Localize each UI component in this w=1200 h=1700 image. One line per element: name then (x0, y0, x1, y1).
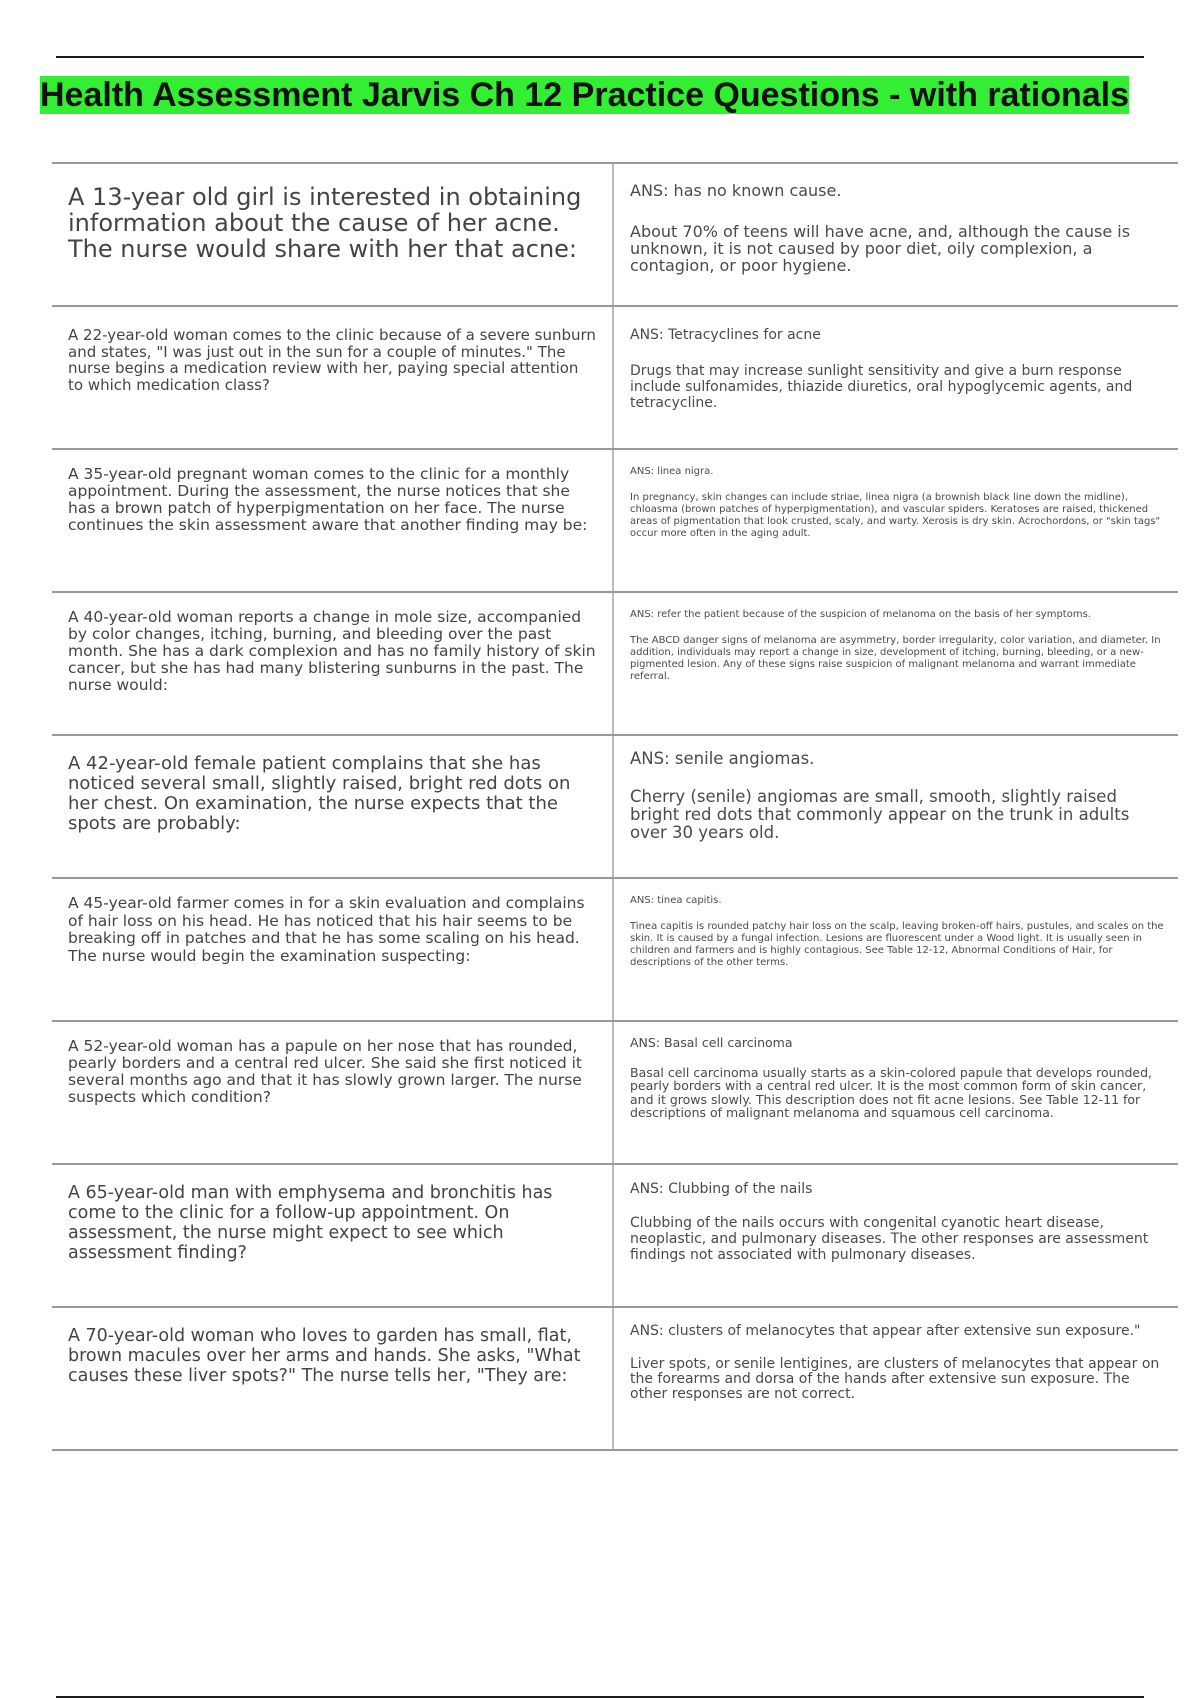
top-rule (56, 56, 1144, 58)
rationale-text: Tinea capitis is rounded patchy hair loss on the scalp, leaving broken-off hairs, pustules, and scales on the skin. It is caused by a fungal infection. Lesions are fluorescent under a Wood light. It is usually seen in children and farmers and is highly contagious. See Table 12-12, Abnormal Conditions of Hair, for descriptions of the other terms. (630, 921, 1164, 968)
page-title (40, 74, 1140, 117)
table-row (52, 593, 1178, 736)
bottom-rule (56, 1696, 1144, 1698)
question-cell: A 70-year-old woman who loves to garden has small, flat, brown macules over her arms and hands. She asks, "What causes these liver spots?" The nurse tells her, "They are: (52, 1308, 614, 1449)
answer-cell (614, 1165, 1178, 1306)
table-row (52, 307, 1178, 450)
rationale-text: Drugs that may increase sunlight sensitivity and give a burn response include sulfonamides, thiazide diuretics, oral hypoglycemic agents, and tetracycline. (630, 363, 1133, 411)
answer-cell (614, 450, 1178, 591)
table-row (52, 1308, 1178, 1451)
rationale-text: Basal cell carcinoma usually starts as a skin-colored papule that develops rounded, pearly borders with a central red ulcer. It is the most common form of skin cancer, and it grows slowly. This description does not fit acne lesions. See Table 12-11 for descriptions of malignant melanoma and squamous cell carcinoma. (630, 1064, 1153, 1120)
rationale-text: The ABCD danger signs of melanoma are asymmetry, border irregularity, color variation, and diameter. In addition, individuals may report a change in size, development of itching, burning, bleeding, or a new-pigmented lesion. Any of these signs raise suspicion of malignant melanoma and warrant immediate referral. (630, 635, 1161, 682)
rationale-text: Liver spots, or senile lentigines, are clusters of melanocytes that appear on the forearms and dorsa of the hands after extensive sun exposure. The other responses are not correct. (630, 1356, 1160, 1402)
answer-cell (614, 593, 1178, 734)
answer-cell (614, 307, 1178, 448)
rationale-text: Clubbing of the nails occurs with congenital cyanotic heart disease, neoplastic, and pulmonary diseases. The other responses are assessment findings not associated with pulmonary diseases. (630, 1215, 1149, 1263)
table-row (52, 879, 1178, 1022)
answer-text: ANS: senile angiomas. (630, 749, 815, 768)
rationale-text: Cherry (senile) angiomas are small, smooth, slightly raised bright red dots that commonly appear on the trunk in adults over 30 years old. (630, 787, 1130, 842)
answer-cell (614, 1022, 1178, 1163)
qa-table (52, 162, 1178, 1451)
question-cell: A 45-year-old farmer comes in for a skin evaluation and complains of hair loss on his head. He has noticed that his hair seems to be breaking off in patches and that he has some scaling on his head. The nurse would begin the examination suspecting: (52, 879, 614, 1020)
table-row (52, 450, 1178, 593)
table-row (52, 1165, 1178, 1308)
question-cell: A 65-year-old man with emphysema and bronchitis has come to the clinic for a follow-up appointment. On assessment, the nurse might expect to see which assessment finding? (52, 1165, 614, 1306)
question-cell: A 42-year-old female patient complains that she has noticed several small, slightly raised, bright red dots on her chest. On examination, the nurse expects that the spots are probably: (52, 736, 614, 877)
answer-cell (614, 164, 1178, 305)
question-cell: A 35-year-old pregnant woman comes to the clinic for a monthly appointment. During the assessment, the nurse notices that she has a brown patch of hyperpigmentation on her face. The nurse continues the skin assessment aware that another finding may be: (52, 450, 614, 591)
answer-cell (614, 1308, 1178, 1449)
title-highlight: Health Assessment Jarvis Ch 12 Practice Questions - with rationals (40, 76, 1130, 114)
answer-cell (614, 879, 1178, 1020)
answer-text: ANS: refer the patient because of the suspicion of melanoma on the basis of her symptoms. (630, 609, 1091, 620)
rationale-text: About 70% of teens will have acne, and, although the cause is unknown, it is not caused by poor diet, oily complexion, a contagion, or poor hygiene. (630, 222, 1131, 275)
answer-text: ANS: Basal cell carcinoma (630, 1035, 793, 1050)
question-cell: A 13-year old girl is interested in obtaining information about the cause of her acne. The nurse would share with her that acne: (52, 164, 614, 305)
table-row (52, 736, 1178, 879)
answer-text: ANS: Clubbing of the nails (630, 1181, 813, 1197)
question-cell: A 40-year-old woman reports a change in mole size, accompanied by color changes, itching, burning, and bleeding over the past month. She has a dark complexion and has no family history of skin cancer, but she has had many blistering sunburns in the past. The nurse would: (52, 593, 614, 734)
answer-text: ANS: Tetracyclines for acne (630, 327, 821, 343)
question-cell: A 52-year-old woman has a papule on her nose that has rounded, pearly borders and a central red ulcer. She said she first noticed it several months ago and that it has slowly grown larger. The nurse suspects which condition? (52, 1022, 614, 1163)
answer-text: ANS: has no known cause. (630, 181, 842, 200)
answer-text: ANS: tinea capitis. (630, 895, 722, 906)
table-row (52, 1022, 1178, 1165)
rationale-text: In pregnancy, skin changes can include striae, linea nigra (a brownish black line down the midline), chloasma (brown patches of hyperpigmentation), and vascular spiders. Keratoses are raised, thickened areas of pigmentation that look crusted, scaly, and warty. Xerosis is dry skin. Acrochordons, or "skin tags" occur more often in the aging adult. (630, 492, 1161, 539)
answer-text: ANS: linea nigra. (630, 466, 714, 477)
table-row (52, 164, 1178, 307)
answer-cell (614, 736, 1178, 877)
answer-text: ANS: clusters of melanocytes that appear after extensive sun exposure." (630, 1323, 1141, 1339)
question-cell: A 22-year-old woman comes to the clinic because of a severe sunburn and states, "I was just out in the sun for a couple of minutes." The nurse begins a medication review with her, paying special attention to which medication class? (52, 307, 614, 448)
